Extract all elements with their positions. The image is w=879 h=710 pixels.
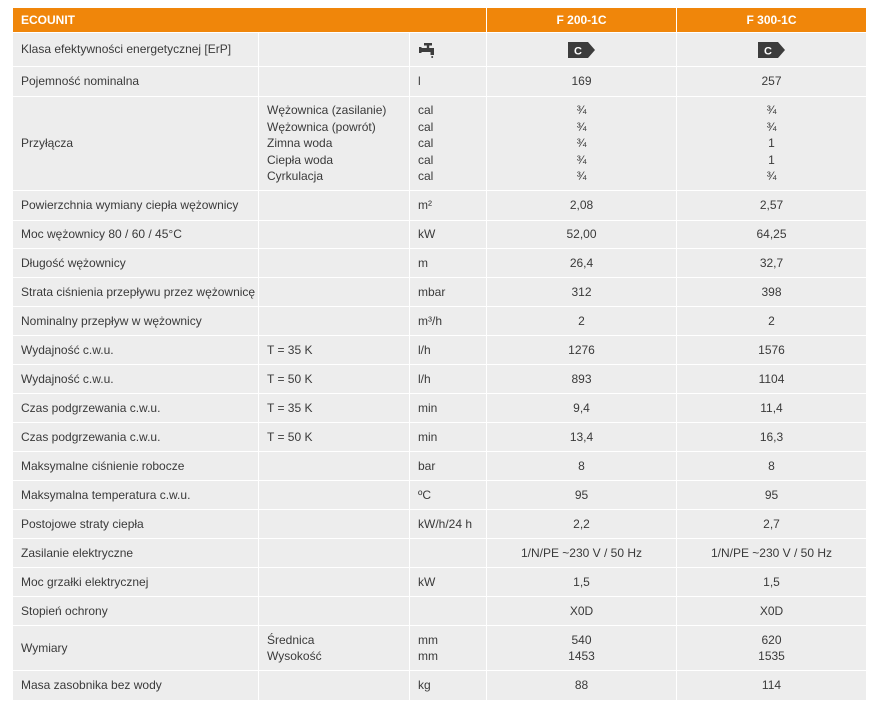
value: ¾ <box>576 103 587 118</box>
row-unit: l/h <box>410 336 486 364</box>
row-sub <box>259 452 409 480</box>
value: 1 <box>768 136 775 151</box>
row-sub <box>259 33 409 66</box>
row-value-f200: 1276 <box>487 336 676 364</box>
water-tap-icon <box>418 42 438 58</box>
value: 1535 <box>758 649 785 663</box>
row-label: Powierzchnia wymiany ciepła wężownicy <box>13 191 258 220</box>
energy-class-badge <box>568 42 596 58</box>
row-label: Maksymalne ciśnienie robocze <box>13 452 258 480</box>
row-unit <box>410 626 486 670</box>
row-label: Maksymalna temperatura c.w.u. <box>13 481 258 509</box>
row-unit: l <box>410 67 486 96</box>
table-row <box>13 97 864 190</box>
row-value-f300: 1576 <box>677 336 866 364</box>
row-label: Pojemność nominalna <box>13 67 258 96</box>
table-header <box>13 8 864 32</box>
unit-label: cal <box>418 119 434 134</box>
unit-label: mm <box>418 632 438 647</box>
row-sub <box>259 481 409 509</box>
table-row <box>13 671 864 700</box>
table-row <box>13 33 864 66</box>
row-value-f300: 32,7 <box>677 249 866 277</box>
row-value-f200 <box>487 97 676 190</box>
table-row <box>13 568 864 596</box>
brand-header: ECOUNIT <box>13 8 486 32</box>
row-unit <box>410 97 486 190</box>
table-row <box>13 423 864 451</box>
row-value-f200: 1,5 <box>487 568 676 596</box>
row-label: Czas podgrzewania c.w.u. <box>13 394 258 422</box>
row-unit: min <box>410 394 486 422</box>
row-label: Stopień ochrony <box>13 597 258 625</box>
row-label: Przyłącza <box>13 97 258 190</box>
row-value-f200: 2,2 <box>487 510 676 538</box>
unit-label: cal <box>418 103 434 118</box>
table-row <box>13 539 864 567</box>
row-value-f200: 52,00 <box>487 221 676 248</box>
row-value-f300: 95 <box>677 481 866 509</box>
value: 540 <box>571 632 592 647</box>
value: ¾ <box>576 136 587 151</box>
row-label: Wydajność c.w.u. <box>13 336 258 364</box>
sub-label: Cyrkulacja <box>267 169 324 184</box>
row-value-f300 <box>677 626 866 670</box>
row-value-f300: 2,57 <box>677 191 866 220</box>
row-sub: T = 35 K <box>259 394 409 422</box>
row-value-f300: 16,3 <box>677 423 866 451</box>
row-value-f300: 398 <box>677 278 866 306</box>
row-unit <box>410 539 486 567</box>
row-value-f200: 2,08 <box>487 191 676 220</box>
table-row <box>13 249 864 277</box>
row-label: Postojowe straty ciepła <box>13 510 258 538</box>
value: ¾ <box>766 119 777 134</box>
row-unit <box>410 597 486 625</box>
row-sub <box>259 626 409 670</box>
row-sub <box>259 278 409 306</box>
row-value-f200: 169 <box>487 67 676 96</box>
table-row <box>13 394 864 422</box>
row-value-f300: 114 <box>677 671 866 700</box>
row-sub <box>259 597 409 625</box>
row-unit: min <box>410 423 486 451</box>
table-row <box>13 597 864 625</box>
row-value-f200: 95 <box>487 481 676 509</box>
row-value-f200: X0D <box>487 597 676 625</box>
row-label: Moc wężownicy 80 / 60 / 45°C <box>13 221 258 248</box>
row-value-f300: 257 <box>677 67 866 96</box>
model-header-f200: F 200-1C <box>487 8 676 32</box>
row-unit: kg <box>410 671 486 700</box>
row-unit: ºC <box>410 481 486 509</box>
model-header-f300: F 300-1C <box>677 8 866 32</box>
row-label: Klasa efektywności energetycznej [ErP] <box>13 33 258 66</box>
row-label: Masa zasobnika bez wody <box>13 671 258 700</box>
unit-label: mm <box>418 649 438 663</box>
row-label: Czas podgrzewania c.w.u. <box>13 423 258 451</box>
sub-label: Ciepła woda <box>267 152 334 167</box>
row-value-f200: 312 <box>487 278 676 306</box>
row-value-f200: 9,4 <box>487 394 676 422</box>
row-value-f200: 26,4 <box>487 249 676 277</box>
row-value-f200: 2 <box>487 307 676 335</box>
row-value-f300: 1/N/PE ~230 V / 50 Hz <box>677 539 866 567</box>
table-row <box>13 365 864 393</box>
row-sub <box>259 307 409 335</box>
row-value-f200 <box>487 33 676 66</box>
row-value-f300: 8 <box>677 452 866 480</box>
row-sub <box>259 249 409 277</box>
table-row <box>13 307 864 335</box>
value: ¾ <box>766 169 777 184</box>
table-row <box>13 481 864 509</box>
table-row <box>13 191 864 220</box>
row-value-f300: 1,5 <box>677 568 866 596</box>
row-value-f200: 88 <box>487 671 676 700</box>
table-row <box>13 221 864 248</box>
row-sub <box>259 97 409 190</box>
sub-label: Zimna woda <box>267 136 333 151</box>
row-value-f300: 2 <box>677 307 866 335</box>
value: ¾ <box>576 152 587 167</box>
unit-label: cal <box>418 152 434 167</box>
row-unit: kW <box>410 221 486 248</box>
row-label: Strata ciśnienia przepływu przez wężownicę <box>13 278 258 306</box>
table-row <box>13 67 864 96</box>
row-unit: m² <box>410 191 486 220</box>
row-label: Wymiary <box>13 626 258 670</box>
row-value-f200: 893 <box>487 365 676 393</box>
row-sub <box>259 671 409 700</box>
row-sub <box>259 67 409 96</box>
unit-label: cal <box>418 169 434 184</box>
row-unit: mbar <box>410 278 486 306</box>
table-row <box>13 510 864 538</box>
unit-label: cal <box>418 136 434 151</box>
row-value-f300: 11,4 <box>677 394 866 422</box>
table-row <box>13 452 864 480</box>
energy-class-badge <box>758 42 786 58</box>
table-row <box>13 278 864 306</box>
row-value-f300: 1104 <box>677 365 866 393</box>
row-sub <box>259 568 409 596</box>
table-row <box>13 626 864 670</box>
spec-table <box>13 8 864 701</box>
row-value-f300: X0D <box>677 597 866 625</box>
row-label: Nominalny przepływ w wężownicy <box>13 307 258 335</box>
sub-label: Wysokość <box>267 649 322 663</box>
row-unit: l/h <box>410 365 486 393</box>
row-value-f200: 13,4 <box>487 423 676 451</box>
row-unit <box>410 33 486 66</box>
row-sub <box>259 221 409 248</box>
row-unit: kW/h/24 h <box>410 510 486 538</box>
value: ¾ <box>576 119 587 134</box>
value: 1453 <box>568 649 595 663</box>
sub-label: Średnica <box>267 632 315 647</box>
row-label: Wydajność c.w.u. <box>13 365 258 393</box>
sub-label: Wężownica (zasilanie) <box>267 103 387 118</box>
value: ¾ <box>576 169 587 184</box>
energy-class-label: C <box>763 44 772 57</box>
row-value-f200: 1/N/PE ~230 V / 50 Hz <box>487 539 676 567</box>
row-value-f300 <box>677 33 866 66</box>
value: 620 <box>761 632 782 647</box>
row-unit: kW <box>410 568 486 596</box>
row-sub <box>259 510 409 538</box>
row-label: Moc grzałki elektrycznej <box>13 568 258 596</box>
row-unit: m <box>410 249 486 277</box>
row-sub: T = 35 K <box>259 336 409 364</box>
row-sub: T = 50 K <box>259 423 409 451</box>
row-unit: bar <box>410 452 486 480</box>
sub-label: Wężownica (powrót) <box>267 119 376 134</box>
value: 1 <box>768 152 775 167</box>
row-sub <box>259 191 409 220</box>
row-sub <box>259 539 409 567</box>
row-value-f200 <box>487 626 676 670</box>
row-sub: T = 50 K <box>259 365 409 393</box>
row-value-f300 <box>677 97 866 190</box>
energy-class-label: C <box>573 44 582 57</box>
table-row <box>13 336 864 364</box>
row-value-f300: 64,25 <box>677 221 866 248</box>
row-label: Zasilanie elektryczne <box>13 539 258 567</box>
row-unit: m³/h <box>410 307 486 335</box>
value: ¾ <box>766 103 777 118</box>
row-value-f200: 8 <box>487 452 676 480</box>
row-label: Długość wężownicy <box>13 249 258 277</box>
row-value-f300: 2,7 <box>677 510 866 538</box>
